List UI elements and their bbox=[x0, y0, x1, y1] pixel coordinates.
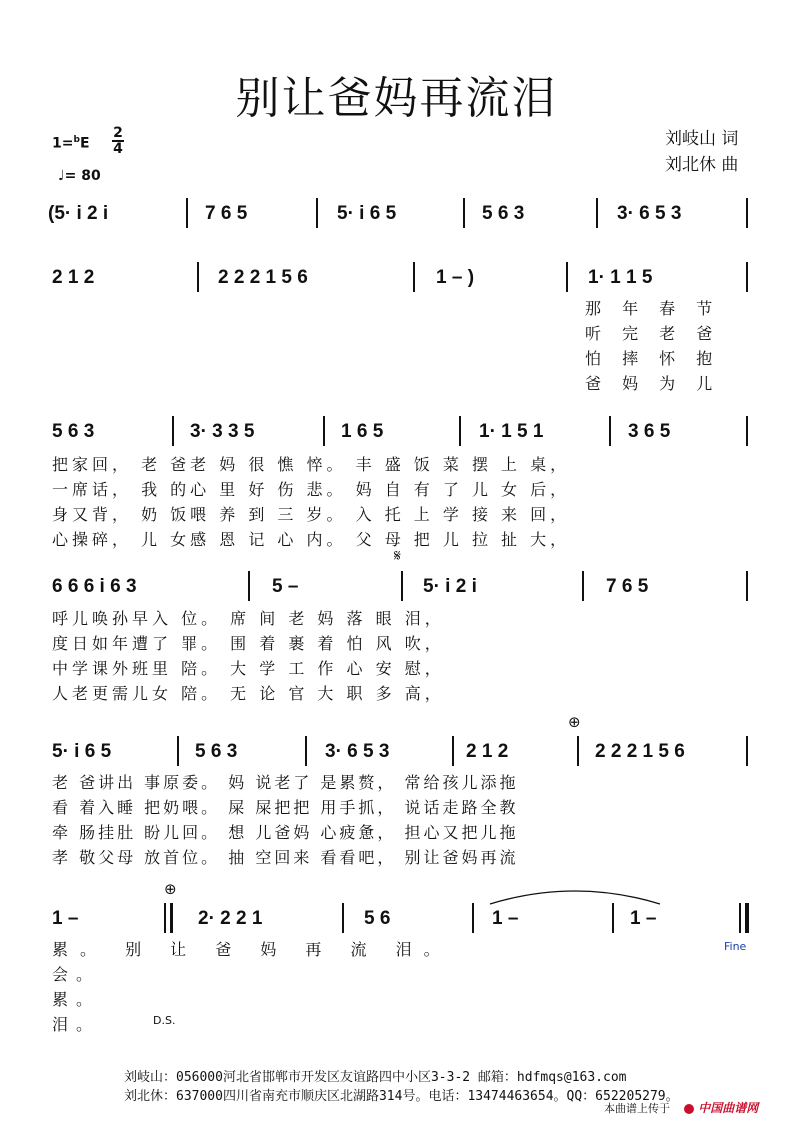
upload-note: 本曲谱上传于 bbox=[604, 1102, 670, 1115]
logo-icon bbox=[684, 1104, 694, 1114]
lyric-verse-4: 人老更需儿女 陪。 无 论 官 大 职 多 高， bbox=[52, 684, 445, 703]
measure-r1-2: 7 6 5 bbox=[205, 203, 248, 224]
measure-r2-2: 2 2 2 1 5 6 bbox=[218, 267, 308, 288]
lyric-verse-2: 看 着入睡 把奶喂。 屎 屎把把 用手抓， 说话走路全教 bbox=[52, 798, 519, 817]
composer-credit: 刘北休 曲 bbox=[665, 155, 739, 175]
barline bbox=[472, 903, 474, 933]
barline bbox=[177, 736, 179, 766]
lyric-verse-3: 中学课外班里 陪。 大 学 工 作 心 安 慰， bbox=[52, 659, 445, 678]
measure-r4-4: 7 6 5 bbox=[606, 576, 649, 597]
barline bbox=[596, 198, 598, 228]
measure-r3-1: 5 6 3 bbox=[52, 421, 95, 442]
barline bbox=[463, 198, 465, 228]
measure-r1-5: 3· 6 5 3 bbox=[617, 203, 682, 224]
lyric-verse-4: 爸 妈 为 儿 bbox=[585, 374, 721, 393]
barline bbox=[197, 262, 199, 292]
measure-r3-5: 3 6 5 bbox=[628, 421, 671, 442]
lyric-verse-2: 听 完 老 爸 bbox=[585, 324, 721, 343]
barline bbox=[172, 416, 174, 446]
measure-r4-3: 5· i 2 i bbox=[423, 576, 477, 597]
barline bbox=[609, 416, 611, 446]
final-barline bbox=[739, 903, 741, 933]
barline bbox=[566, 262, 568, 292]
barline bbox=[342, 903, 344, 933]
barline bbox=[452, 736, 454, 766]
key-signature: 1=$^b$E bbox=[52, 135, 90, 152]
barline bbox=[746, 571, 748, 601]
measure-r6-2: 2· 2 2 1 bbox=[198, 908, 263, 929]
barline bbox=[186, 198, 188, 228]
ds-mark: D.S. bbox=[153, 1014, 176, 1027]
lyric-verse-4: 心操碎， 儿 女感 恩 记 心 内。 父 母 把 儿 拉 扯 大， bbox=[52, 530, 571, 549]
lyric-verse-2: 度日如年遭了 罪。 围 着 裹 着 怕 风 吹， bbox=[52, 634, 445, 653]
measure-r4-2: 5 – bbox=[272, 576, 299, 597]
barline bbox=[248, 571, 250, 601]
measure-r1-3: 5· i 6 5 bbox=[337, 203, 397, 224]
measure-r1-1: (5· i 2 i bbox=[48, 203, 109, 224]
measure-r6-3: 5 6 bbox=[364, 908, 391, 929]
footer-composer-contact: 刘北休：637000四川省南充市顺庆区北湖路314号。电话：13474463654。QQ：652205279。 bbox=[124, 1089, 679, 1104]
barline bbox=[746, 416, 748, 446]
slur-tie bbox=[485, 884, 665, 908]
lyric-verse-1: 累。 别 让 爸 妈 再 流 泪。 bbox=[52, 940, 452, 959]
barline bbox=[746, 198, 748, 228]
barline bbox=[577, 736, 579, 766]
lyric-verse-2: 会。 bbox=[52, 965, 101, 984]
lyric-verse-4: 泪。 bbox=[52, 1015, 101, 1034]
barline bbox=[413, 262, 415, 292]
measure-r4-1: 6 6 6 i 6 3 bbox=[52, 576, 137, 597]
site-logo[interactable]: 中国曲谱网 bbox=[684, 1099, 758, 1116]
lyric-verse-1: 把家回， 老 爸老 妈 很 憔 悴。 丰 盛 饭 菜 摆 上 桌， bbox=[52, 455, 571, 474]
barline bbox=[746, 262, 748, 292]
measure-r6-5: 1 – bbox=[630, 908, 657, 929]
measure-r5-1: 5· i 6 5 bbox=[52, 741, 112, 762]
double-barline bbox=[170, 903, 173, 933]
lyric-verse-4: 孝 敬父母 放首位。 抽 空回来 看看吧， 别让爸妈再流 bbox=[52, 848, 519, 867]
lyric-verse-3: 牵 肠挂肚 盼儿回。 想 儿爸妈 心疲惫， 担心又把儿拖 bbox=[52, 823, 519, 842]
barline bbox=[582, 571, 584, 601]
measure-r3-2: 3· 3 3 5 bbox=[190, 421, 255, 442]
measure-r6-4: 1 – bbox=[492, 908, 519, 929]
lyric-verse-3: 累。 bbox=[52, 990, 101, 1009]
measure-r2-3: 1 – ) bbox=[436, 267, 475, 288]
barline bbox=[316, 198, 318, 228]
barline bbox=[459, 416, 461, 446]
time-signature: 2 4 bbox=[113, 125, 123, 157]
measure-r5-5: 2 2 2 1 5 6 bbox=[595, 741, 685, 762]
fine-mark: Fine bbox=[724, 940, 747, 953]
measure-r5-4: 2 1 2 bbox=[466, 741, 509, 762]
page-title: 别让爸妈再流泪 bbox=[235, 73, 558, 124]
barline bbox=[612, 903, 614, 933]
barline bbox=[305, 736, 307, 766]
lyric-verse-1: 老 爸讲出 事原委。 妈 说老了 是累赘， 常给孩儿添拖 bbox=[52, 773, 519, 792]
measure-r5-2: 5 6 3 bbox=[195, 741, 238, 762]
footer-lyricist-contact: 刘岐山：056000河北省邯郸市开发区友谊路四中小区3-3-2 邮箱：hdfmqs@163.com bbox=[124, 1070, 627, 1085]
segno-sign: 𝄋 bbox=[394, 546, 401, 565]
lyric-verse-1: 那 年 春 节 bbox=[585, 299, 721, 318]
lyric-verse-3: 身又背， 奶 饭喂 养 到 三 岁。 入 托 上 学 接 来 回， bbox=[52, 505, 571, 524]
measure-r3-3: 1 6 5 bbox=[341, 421, 384, 442]
measure-r2-4: 1· 1 1 5 bbox=[588, 267, 653, 288]
lyric-verse-2: 一席话， 我 的心 里 好 伤 悲。 妈 自 有 了 儿 女 后， bbox=[52, 480, 571, 499]
tempo-marking: ♩= 80 bbox=[58, 168, 101, 184]
barline bbox=[323, 416, 325, 446]
lyric-verse-1: 呼儿唤孙早入 位。 席 间 老 妈 落 眼 泪， bbox=[52, 609, 445, 628]
measure-r5-3: 3· 6 5 3 bbox=[325, 741, 390, 762]
measure-r1-4: 5 6 3 bbox=[482, 203, 525, 224]
barline bbox=[164, 903, 166, 933]
barline bbox=[401, 571, 403, 601]
measure-r3-4: 1· 1 5 1 bbox=[479, 421, 544, 442]
lyric-verse-3: 怕 摔 怀 抱 bbox=[585, 349, 721, 368]
final-barline-thick bbox=[745, 903, 749, 933]
barline bbox=[746, 736, 748, 766]
measure-r2-1: 2 1 2 bbox=[52, 267, 95, 288]
coda-sign: ⊕ bbox=[164, 880, 177, 898]
coda-sign: ⊕ bbox=[568, 713, 581, 731]
measure-r6-1: 1 – bbox=[52, 908, 79, 929]
lyricist-credit: 刘岐山 词 bbox=[665, 129, 739, 149]
